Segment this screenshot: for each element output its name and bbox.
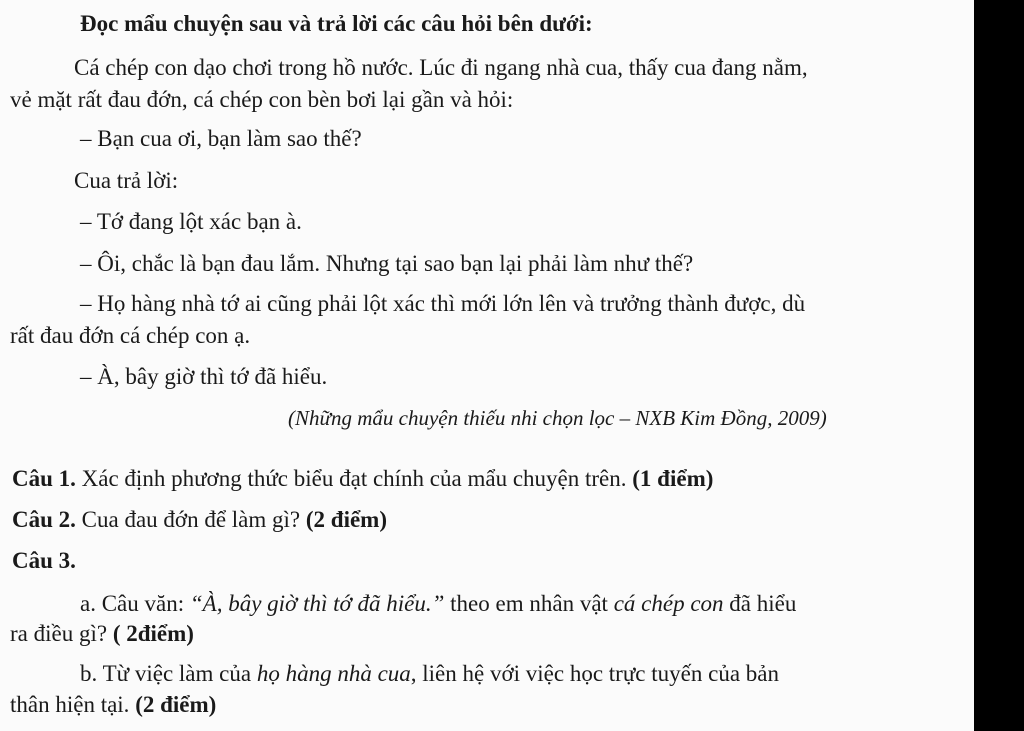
question-1-label: Câu 1. (12, 466, 76, 491)
story-narration: Cua trả lời: (74, 168, 179, 193)
question-2 (12, 506, 387, 534)
story-source-citation: (Những mẩu chuyện thiếu nhi chọn lọc – NXB Kim Đồng, 2009) (288, 406, 827, 430)
question-3b-italic: họ hàng nhà cua (256, 661, 411, 686)
question-3b-end: , liên hệ với việc học trực tuyến của bản (410, 661, 779, 686)
question-3a-line-2 (10, 620, 194, 648)
question-3a-line-1 (80, 590, 796, 618)
question-3a-character: cá chép con (613, 591, 724, 616)
story-dialogue-3: – Ôi, chắc là bạn đau lắm. Nhưng tại sao bạn lại phải làm như thế? (80, 251, 694, 276)
story-dialogue-5: – À, bây giờ thì tớ đã hiểu. (80, 364, 328, 389)
question-3b-prefix: b. Từ việc làm của (80, 661, 257, 686)
story-dialogue-4-line-2: rất đau đớn cá chép con ạ. (10, 323, 251, 348)
question-3 (12, 547, 76, 575)
question-1 (12, 465, 713, 493)
question-3b-line-2 (10, 691, 216, 719)
story-dialogue-1: – Bạn cua ơi, bạn làm sao thế? (80, 126, 362, 151)
question-2-label: Câu 2. (12, 507, 76, 532)
story-dialogue-4-line-1: – Họ hàng nhà tớ ai cũng phải lột xác thì mới lớn lên và trưởng thành được, dù (80, 291, 806, 316)
question-2-text: Cua đau đớn để làm gì? (75, 507, 306, 532)
question-1-text: Xác định phương thức biểu đạt chính của mẩu chuyện trên. (75, 466, 633, 491)
question-3b-line-2-text: thân hiện tại. (10, 692, 136, 717)
story-paragraph-1-line-1: Cá chép con dạo chơi trong hồ nước. Lúc đi ngang nhà cua, thấy cua đang nằm, (74, 55, 808, 80)
question-3a-prefix: a. Câu văn: (80, 591, 190, 616)
question-3a-mid: theo em nhân vật (444, 591, 614, 616)
question-3b-line-1 (80, 660, 779, 688)
question-3b-points: (2 điểm) (135, 692, 217, 717)
story-paragraph-1-line-2: vẻ mặt rất đau đớn, cá chép con bèn bơi lại gần và hỏi: (10, 87, 514, 112)
question-3a-end: đã hiểu (723, 591, 797, 616)
question-3a-quote: “À, bây giờ thì tớ đã hiểu.” (189, 591, 445, 616)
question-1-points: (1 điểm) (632, 466, 714, 491)
document-title: Đọc mẩu chuyện sau và trả lời các câu hỏi bên dưới: (80, 11, 593, 36)
question-3a-line-2-text: ra điều gì? (10, 621, 113, 646)
question-3-label: Câu 3. (12, 548, 76, 573)
story-dialogue-2: – Tớ đang lột xác bạn à. (80, 209, 302, 234)
question-2-points: (2 điểm) (305, 507, 387, 532)
question-3a-points: ( 2điểm) (112, 621, 194, 646)
